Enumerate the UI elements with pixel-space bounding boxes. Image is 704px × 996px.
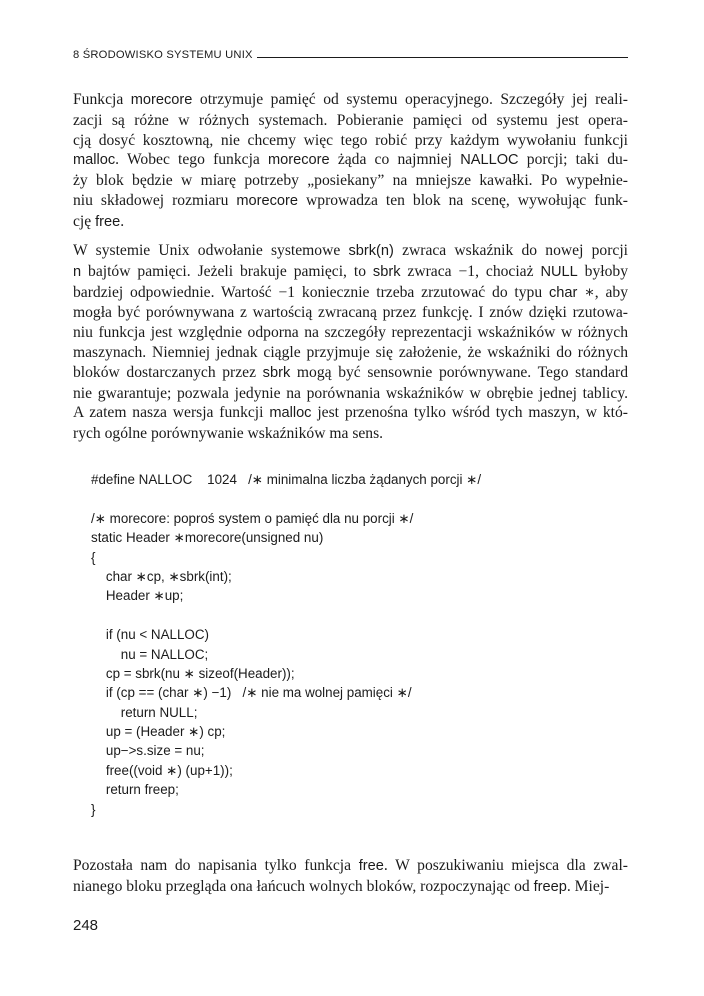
code-line: { [91,549,96,565]
text-run: mogła być porównywana z wartością zwracaną przez funkcję. I znów dzięki rzutowa- [73,304,628,322]
text-run: . Miej- [566,877,610,895]
text-run: Pozostała nam do napisania tylko funkcja [73,857,359,874]
code-line: /∗ morecore: poproś system o pamięć dla nu porcji ∗/ [91,510,414,526]
code-term: n [73,263,82,280]
text-run: zacji są różne w różnych systemach. Pobieranie pamięci od systemu jest opera- [73,111,628,129]
text-run: wprowadza ten blok na scenę, wywołując funk- [298,191,628,209]
code-line: up = (Header ∗) cp; [91,724,226,740]
text-line [73,384,628,404]
code-line: up−>s.size = nu; [91,743,205,759]
code-line: } [91,801,96,817]
text-run: mogą być sensownie porównywane. Tego standard [290,363,628,381]
text-run: nianego bloku przegląda ona łańcuch wolnych bloków, rozpoczynając od [73,877,534,895]
code-line: nu = NALLOC; [91,646,209,662]
paragraph-sbrk [73,241,628,444]
text-run: bardziej odpowiednie. Wartość −1 koniecznie trzeba zrzutować do typu [73,283,549,301]
code-term: malloc [73,152,116,169]
code-line: #define NALLOC 1024 /∗ minimalna liczba żądanych porcji ∗/ [91,472,482,487]
text-line [73,262,628,283]
text-run: porcji; taki du- [518,151,628,169]
text-line [73,343,628,363]
text-run: W systemie Unix odwołanie systemowe [73,242,349,259]
code-line: if (nu < NALLOC) [91,627,209,643]
text-line [73,171,628,191]
text-line [73,111,628,131]
text-run: zwraca −1, chociaż [400,262,541,280]
running-head-title: 8 ŚRODOWISKO SYSTEMU UNIX [73,49,253,61]
text-line [73,283,628,304]
code-term: freep [533,878,567,895]
code-term: sbrk(n) [348,243,394,259]
code-line: cp = sbrk(nu ∗ sizeof(Header)); [91,665,295,681]
text-run: niu składowej rozmiaru [73,191,237,209]
text-run: . [120,212,125,230]
text-run: . W poszukiwaniu miejsca dla zwal- [383,857,628,874]
code-term: morecore [236,192,299,209]
text-run: cję [73,212,96,230]
code-term: morecore [130,92,193,108]
code-listing-morecore [91,470,481,819]
text-line [73,150,628,171]
code-term: morecore [268,152,330,169]
code-line: return NULL; [91,704,198,720]
code-line: Header ∗up; [91,588,184,604]
text-run: niu funkcja jest względnie odporna na szczegóły reprezentacji wskaźników w różnych [73,324,628,342]
code-line: static Header ∗morecore(unsigned nu) [91,530,324,546]
text-run: cją dosyć kosztowną, nie chcemy więc tego robić przy każdym wywołaniu funkcji [73,131,628,149]
code-line: return freep; [91,782,179,798]
text-line [73,403,628,424]
text-run: jest przenośna tylko wśród tych maszyn, w któ- [311,404,628,422]
code-term: malloc [269,405,312,422]
text-run: otrzymuje pamięć od systemu operacyjnego. Szczegóły jej reali- [192,91,628,108]
code-term: NULL [540,263,578,280]
code-term: free [95,213,121,230]
text-run: byłoby [577,262,628,280]
text-run: A zatem nasza wersja funkcji [73,404,270,422]
running-head [73,49,628,61]
text-line [73,131,628,151]
text-line [73,877,628,898]
code-term: free [358,858,384,874]
text-line [73,191,628,212]
text-line [73,856,628,877]
text-run: . Wobec tego funkcja [115,151,268,169]
text-run: rych ogólne porównywanie wskaźników ma sens. [73,425,384,443]
text-line [73,212,628,233]
code-term: sbrk [372,263,401,280]
text-line [73,241,628,262]
page-number: 248 [73,917,99,934]
running-head-rule [257,57,628,58]
text-line [73,90,628,111]
text-run: Funkcja [73,91,131,108]
text-run: żąda co najmniej [329,151,461,169]
paragraph-morecore-intro [73,90,628,233]
text-run: ∗, aby [577,283,628,301]
text-run: bloków dostarczanych przez [73,363,263,381]
text-line [73,424,628,444]
text-line [73,323,628,343]
code-line [91,606,481,625]
text-line [73,363,628,384]
text-line [73,303,628,323]
code-term: NALLOC [460,152,519,169]
code-line: if (cp == (char ∗) −1) /∗ nie ma wolnej pamięci ∗/ [91,685,412,701]
code-line: free((void ∗) (up+1)); [91,762,233,778]
code-line: char ∗cp, ∗sbrk(int); [91,568,232,584]
paragraph-free-intro [73,856,628,898]
code-line [91,489,481,508]
code-term: char [548,284,578,301]
text-run: bajtów pamięci. Jeżeli brakuje pamięci, to [81,262,373,280]
text-run: zwraca wskaźnik do nowej porcji [393,242,628,259]
code-term: sbrk [262,364,291,381]
text-run: maszynach. Niemniej jednak ciągle przyjmuje się założenie, że wskaźniki do różnych [73,343,628,361]
text-run: ży blok będzie w miarę potrzeby „posiekany” na mniejsze kawałki. Po wypełnie- [73,172,628,190]
text-run: nie gwarantuje; pozwala jedynie na porównania wskaźników w obrębie jednej tablicy. [73,384,628,402]
